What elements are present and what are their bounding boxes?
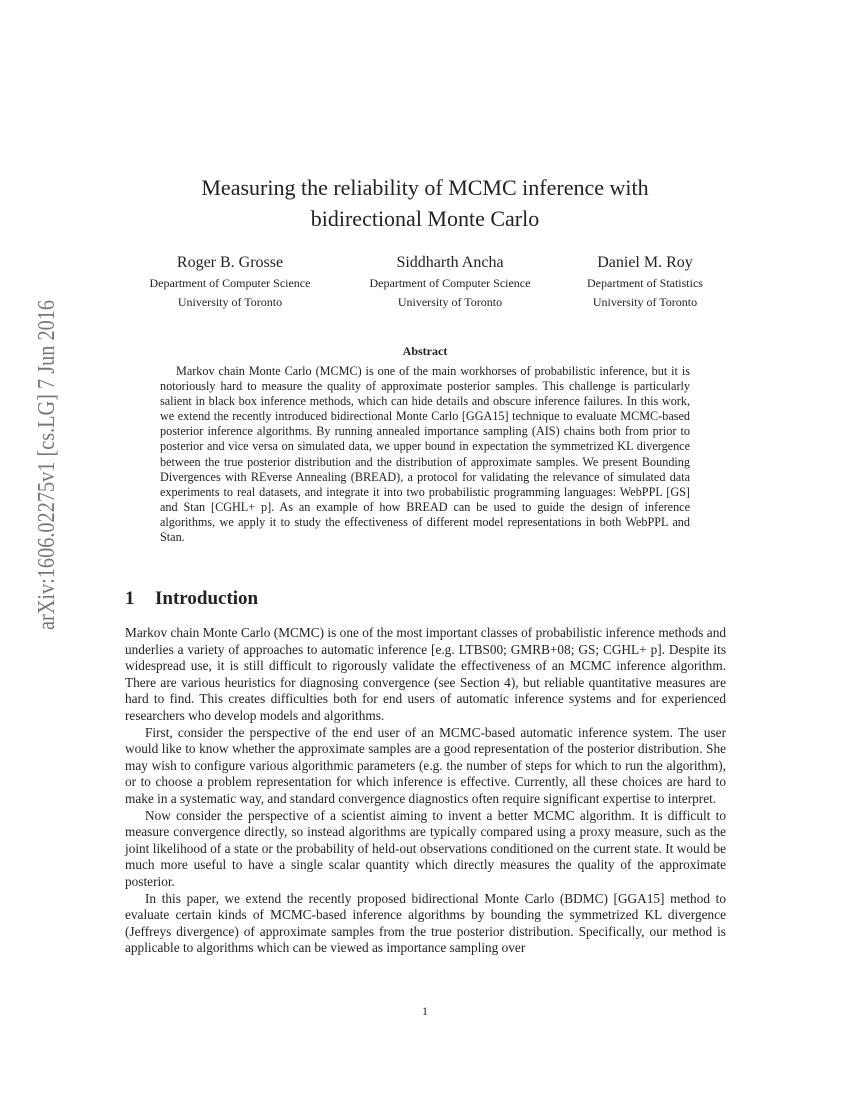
paragraph: In this paper, we extend the recently proposed bidirectional Monte Carlo (BDMC) [GGA15] method to evaluate certain kinds of MCMC-based inference algorithms by bounding the symmetrized KL divergence (Jeffreys divergence) of approximate samples from the true posterior distribution. Specifically, our method is applicable to algorithms which can be viewed as importance sampling over [125, 890, 726, 956]
section-heading [125, 588, 258, 610]
author-2 [350, 252, 550, 312]
author-university: University of Toronto [592, 295, 698, 309]
paragraph: Now consider the perspective of a scientist aiming to invent a better MCMC algorithm. It is difficult to measure convergence directly, so instead algorithms are typically compared using a proxy measure, such as the joint likelihood of a state or the probability of held-out observations conditioned on the current state. It would be much more useful to have a single scalar quantity which directly measures the quality of the approximate posterior. [125, 807, 726, 889]
author-university: University of Toronto [177, 295, 283, 309]
author-1 [130, 252, 330, 312]
body-text [125, 625, 726, 957]
paragraph: First, consider the perspective of the end user of an MCMC-based automatic inference system. The user would like to know whether the approximate samples are a good representation of the posterior distribution. She may wish to configure various algorithmic parameters (e.g. the number of steps for which to run the algorithm), or to choose a problem representation for which inference is effective. Currently, all these choices are hard to make in a systematic way, and standard convergence diagnostics often require significant expertise to interpret. [125, 724, 726, 806]
paragraph: Markov chain Monte Carlo (MCMC) is one of the most important classes of probabilistic inference methods and underlies a variety of approaches to automatic inference [e.g. LTBS00; GMRB+08; GS; CGHL+ p]. Despite its widespread use, it is still difficult to rigorously validate the effectiveness of an MCMC inference algorithm. There are various heuristics for diagnosing convergence (see Section 4), but reliable quantitative measures are hard to find. This creates difficulties both for end users of automatic inference systems and for experienced researchers who develop models and algorithms. [125, 625, 726, 723]
paper-title-line-2: bidirectional Monte Carlo [310, 206, 540, 231]
author-name: Siddharth Ancha [396, 254, 504, 271]
paper-title-line-1: Measuring the reliability of MCMC inference with [201, 175, 649, 200]
author-3 [545, 252, 745, 312]
section-number: 1 [125, 588, 135, 609]
author-name: Daniel M. Roy [597, 254, 693, 271]
abstract-heading: Abstract [402, 344, 448, 358]
abstract-text: Markov chain Monte Carlo (MCMC) is one of the main workhorses of probabilistic inference, but it is notoriously hard to measure the quality of approximate posterior samples. This challenge is particularly salient in black box inference methods, which can hide details and obscure inference failures. In this work, we extend the recently introduced bidirectional Monte Carlo [GGA15] technique to evaluate MCMC-based posterior inference algorithms. By running annealed importance sampling (AIS) chains both from prior to posterior and vice versa on simulated data, we upper bound in expectation the symmetrized KL divergence between the true posterior distribution and the distribution of approximate samples. We present Bounding Divergences with REverse Annealing (BREAD), a protocol for validating the relevance of simulated data experiments to real datasets, and integrate it into two probabilistic programming languages: WebPPL [GS] and Stan [CGHL+ p]. As an example of how BREAD can be used to guide the design of inference algorithms, we apply it to study the effectiveness of different model representations in both WebPPL and Stan. [160, 364, 690, 545]
author-department: Department of Computer Science [369, 276, 531, 290]
arxiv-identifier-svg [12, 300, 68, 630]
author-department: Department of Computer Science [149, 276, 311, 290]
author-name: Roger B. Grosse [176, 254, 284, 271]
arxiv-identifier-stamp [12, 300, 68, 630]
arxiv-identifier-text: arXiv:1606.02275v1 [cs.LG] 7 Jun 2016 [34, 300, 60, 630]
author-department: Department of Statistics [587, 276, 703, 290]
author-university: University of Toronto [397, 295, 503, 309]
paper-title [125, 172, 725, 234]
section-title: Introduction [155, 588, 259, 609]
page-number: 1 [422, 1004, 428, 1018]
